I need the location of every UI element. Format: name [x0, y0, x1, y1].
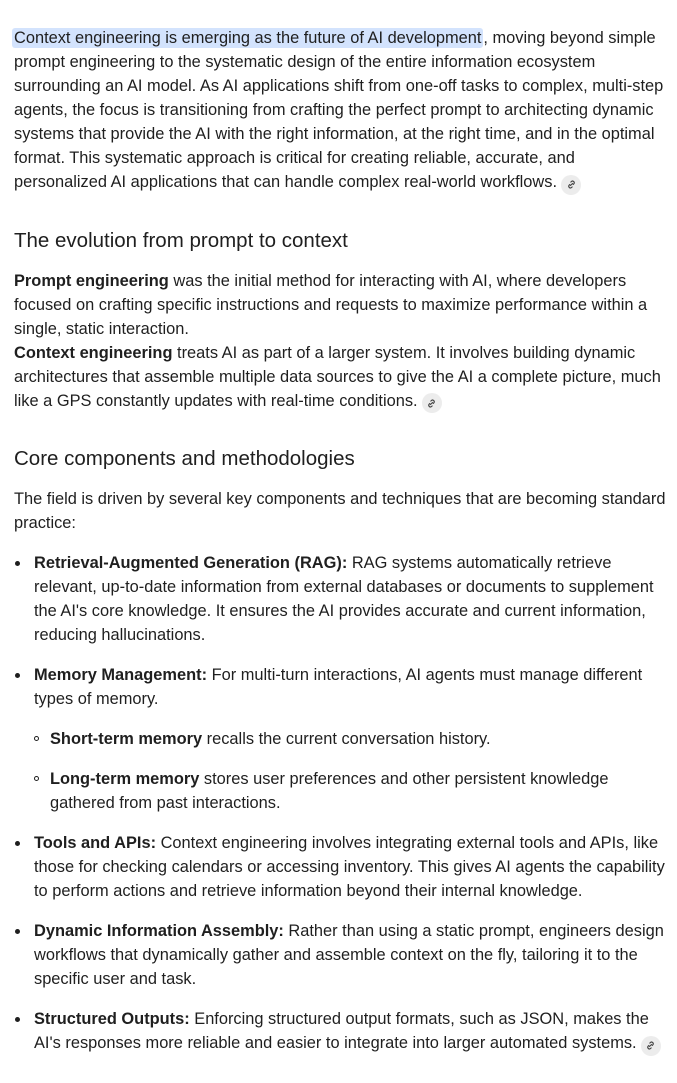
- list-item-structured-outputs: [34, 1007, 667, 1056]
- list-item-text: Rather than using a static prompt, engineers design workflows that dynamically gather and assemble context on the fly, tailoring it to the specific user and task.: [34, 922, 664, 988]
- list-item-text: RAG systems automatically retrieve relevant, up-to-date information from external databases or documents to supplement the AI's core knowledge. It ensures the AI provides accurate and current information, reducing hallucinations.: [34, 554, 654, 644]
- link-icon: [645, 1040, 656, 1051]
- list-item-text: Context engineering involves integrating external tools and APIs, like those for checking calendars or accessing inventory. This gives AI agents the capability to perform actions and retrieve information beyond their internal knowledge.: [34, 834, 665, 900]
- list-item-text: Enforcing structured output formats, such as JSON, makes the AI's responses more reliable and easier to integrate into larger automated systems.: [34, 1010, 649, 1052]
- link-icon: [426, 398, 437, 409]
- memory-sublist: [34, 727, 667, 815]
- context-engineering-paragraph: [14, 341, 667, 414]
- source-link-chip-3[interactable]: [641, 1036, 661, 1056]
- core-components-list: [14, 551, 667, 1056]
- list-item-term: Dynamic Information Assembly:: [34, 922, 284, 940]
- sublist-item-term: Long-term memory: [50, 770, 200, 788]
- sublist-item-term: Short-term memory: [50, 730, 203, 748]
- intro-text: , moving beyond simple prompt engineering to the systematic design of the entire information ecosystem surrounding an AI model. As AI applications shift from one-off tasks to complex, multi-step agents, the focus is transitioning from crafting the perfect prompt to architecting dynamic systems that provide the AI with the right information, at the right time, and in the optimal format. This systematic approach is critical for creating reliable, accurate, and personalized AI applications that can handle complex real-world workflows.: [14, 29, 664, 191]
- intro-paragraph: [14, 26, 667, 195]
- sublist-item-text: stores user preferences and other persistent knowledge gathered from past interactions.: [50, 770, 609, 812]
- sublist-item-short-term: [50, 727, 667, 751]
- prompt-engineering-text: was the initial method for interacting with AI, where developers focused on crafting specific instructions and requests to maximize performance within a single, static interaction.: [14, 271, 648, 338]
- list-item-text: For multi-turn interactions, AI agents must manage different types of memory.: [34, 666, 643, 708]
- list-item-term: Structured Outputs:: [34, 1010, 190, 1028]
- intro-highlight[interactable]: Context engineering is emerging as the future of AI development: [14, 29, 482, 47]
- source-link-chip-2[interactable]: [422, 393, 442, 413]
- sublist-item-long-term: [50, 767, 667, 815]
- context-engineering-term: Context engineering: [14, 343, 173, 362]
- prompt-engineering-paragraph: [14, 269, 667, 341]
- list-item-term: Tools and APIs:: [34, 834, 157, 852]
- context-engineering-text: treats AI as part of a larger system. It involves building dynamic architectures that assemble multiple data sources to give the AI a complete picture, much like a GPS constantly updates with real-time conditions.: [14, 343, 661, 410]
- prompt-engineering-term: Prompt engineering: [14, 271, 169, 290]
- section-heading-core: Core components and methodologies: [14, 447, 355, 470]
- sublist-item-text: recalls the current conversation history.: [202, 730, 491, 748]
- source-link-chip-1[interactable]: [561, 175, 581, 195]
- core-intro-paragraph: The field is driven by several key components and techniques that are becoming standard practice:: [14, 490, 666, 532]
- list-item-dynamic-assembly: [34, 919, 667, 991]
- list-item-rag: [34, 551, 667, 647]
- list-item-term: Memory Management:: [34, 666, 208, 684]
- section-heading-evolution: The evolution from prompt to context: [14, 228, 348, 252]
- list-item-tools: [34, 831, 667, 903]
- link-icon: [566, 179, 577, 190]
- list-item-term: Retrieval-Augmented Generation (RAG):: [34, 554, 348, 572]
- list-item-memory: [34, 663, 667, 815]
